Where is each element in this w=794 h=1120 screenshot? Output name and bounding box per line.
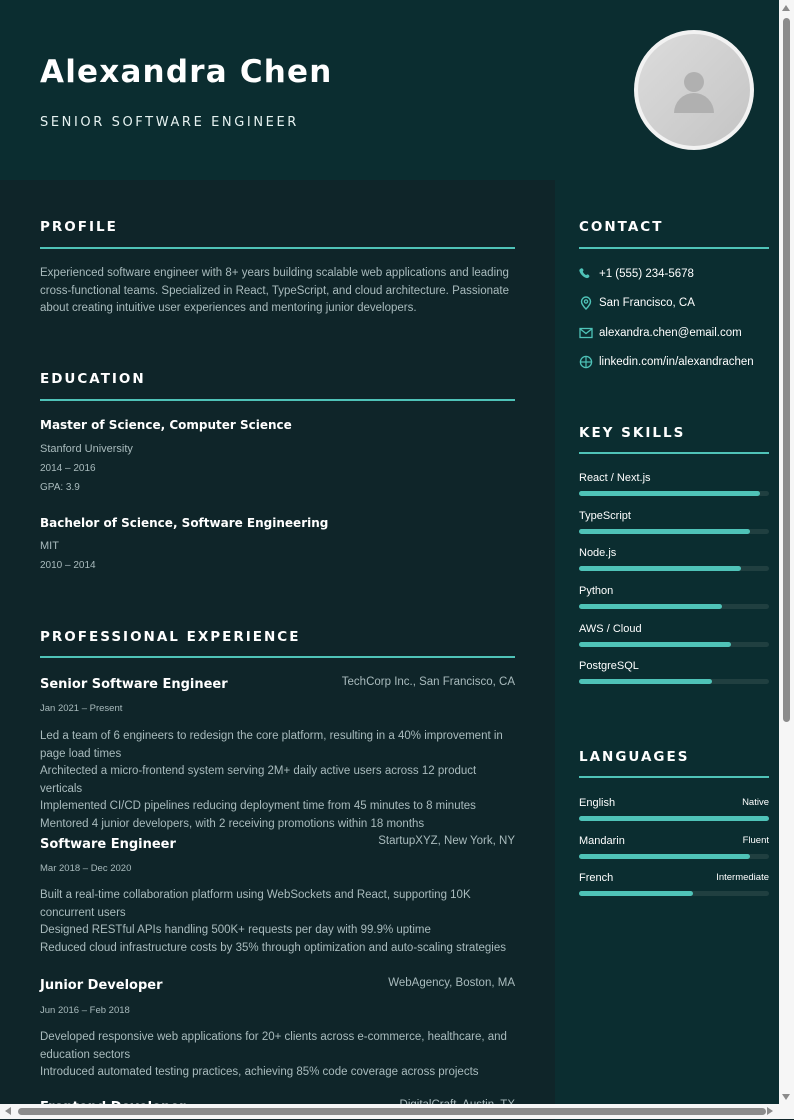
skill-bar-fill [579,566,741,571]
contact-text[interactable]: alexandra.chen@email.com [599,327,742,339]
contact-text[interactable]: linkedin.com/in/alexandrachen [599,356,754,368]
education-school: MIT [40,540,59,552]
skill-bar-fill [579,679,712,684]
achievement-item: Built a real-time collaboration platform using WebSockets and React, supporting 10K concurrent users [40,889,471,919]
mail-icon [579,326,593,340]
education-years: 2010 – 2014 [40,560,96,571]
skill-name: Python [579,585,614,597]
scroll-up-arrow-icon[interactable] [782,5,790,11]
section-title-languages: LANGUAGES [579,749,690,765]
section-divider [40,656,515,658]
phone-icon [579,267,593,281]
section-divider [579,776,769,778]
skill-name: AWS / Cloud [579,623,642,635]
achievement-item: Architected a micro-frontend system serving 2M+ daily active users across 12 product verticals [40,765,477,795]
skill-bar [579,529,769,534]
contact-text: San Francisco, CA [599,297,695,309]
language-level: Fluent [742,835,769,846]
section-title-education: EDUCATION [40,371,146,387]
profile-summary: Experienced software engineer with 8+ years building scalable web applications and leading cross-functional teams. Specialized in React, TypeScript, and cloud architecture. Passionate about creating intuitive user experiences and mentoring junior developers. [40,267,509,314]
skill-bar [579,566,769,571]
horizontal-scroll-thumb[interactable] [18,1108,766,1115]
avatar [634,30,754,150]
avatar-body-shape [674,93,714,113]
job-dates: Jun 2016 – Feb 2018 [40,1005,130,1016]
section-title-skills: KEY SKILLS [579,425,686,441]
language-bar [579,854,769,859]
contact-text: +1 (555) 234-5678 [599,268,694,280]
resume-header [0,0,779,180]
contact-linkedin[interactable] [579,354,754,370]
section-divider [579,452,769,454]
skill-name: TypeScript [579,510,631,522]
scroll-right-arrow-icon[interactable] [767,1107,773,1115]
section-title-experience: PROFESSIONAL EXPERIENCE [40,629,301,645]
main-column [0,180,555,1120]
language-bar-fill [579,854,750,859]
language-level: Intermediate [716,872,769,883]
person-placeholder-icon [638,34,750,146]
skill-name: React / Next.js [579,472,651,484]
job-achievements [40,1029,518,1082]
vertical-scroll-thumb[interactable] [783,18,790,722]
location-pin-icon [579,296,593,310]
skill-bar [579,642,769,647]
contact-email[interactable] [579,325,742,341]
language-level: Native [742,797,769,808]
skill-bar [579,491,769,496]
achievement-item: Developed responsive web applications for 20+ clients across e-commerce, healthcare, and education sectors [40,1031,507,1061]
achievement-item: Mentored 4 junior developers, with 2 receiving promotions within 18 months [40,817,425,830]
section-title-profile: PROFILE [40,219,118,235]
scroll-down-arrow-icon[interactable] [782,1094,790,1100]
skill-name: Node.js [579,547,617,559]
job-company: StartupXYZ, New York, NY [378,835,515,847]
language-bar-fill [579,816,769,821]
skill-bar [579,679,769,684]
contact-phone [579,266,694,282]
achievement-item: Reduced cloud infrastructure costs by 35% through optimization and auto-scaling strategies [40,941,507,954]
skill-name: PostgreSQL [579,660,639,672]
language-bar [579,816,769,821]
language-bar [579,891,769,896]
achievement-item: Implemented CI/CD pipelines reducing deployment time from 45 minutes to 8 minutes [40,800,476,812]
job-dates: Jan 2021 – Present [40,703,123,714]
job-achievements [40,728,518,833]
scroll-left-arrow-icon[interactable] [5,1107,11,1115]
achievement-item: Designed RESTful APIs handling 500K+ requests per day with 99.9% uptime [40,924,431,936]
section-divider [579,247,769,249]
skill-bar-fill [579,529,750,534]
language-name: Mandarin [579,835,625,847]
achievement-item: Introduced automated testing practices, achieving 85% code coverage across projects [40,1066,479,1078]
contact-location [579,295,695,311]
education-years: 2014 – 2016 [40,463,96,474]
education-degree: Master of Science, Computer Science [40,418,292,432]
education-gpa: GPA: 3.9 [40,482,80,493]
vertical-scrollbar[interactable] [779,0,794,1104]
section-divider [40,247,515,249]
skill-bar-fill [579,491,760,496]
candidate-title: SENIOR SOFTWARE ENGINEER [40,115,299,130]
avatar-head-shape [684,72,704,92]
language-name: English [579,797,616,809]
job-achievements [40,887,518,957]
job-company: WebAgency, Boston, MA [388,977,515,989]
education-school: Stanford University [40,443,133,455]
language-bar-fill [579,891,693,896]
language-name: French [579,872,614,884]
achievement-item: Led a team of 6 engineers to redesign the core platform, resulting in a 40% improvement in page load times [40,730,503,760]
job-title: Junior Developer [40,978,163,993]
skill-bar [579,604,769,609]
horizontal-scrollbar[interactable] [0,1104,794,1119]
candidate-name: Alexandra Chen [40,54,333,90]
sidebar-column [555,180,779,1120]
job-title: Senior Software Engineer [40,677,228,692]
globe-icon [579,355,593,369]
job-company: TechCorp Inc., San Francisco, CA [341,676,515,688]
skill-bar-fill [579,642,731,647]
section-divider [40,399,515,401]
job-title: Software Engineer [40,837,176,852]
education-degree: Bachelor of Science, Software Engineering [40,516,329,530]
job-dates: Mar 2018 – Dec 2020 [40,863,132,874]
skill-bar-fill [579,604,722,609]
section-title-contact: CONTACT [579,219,664,235]
